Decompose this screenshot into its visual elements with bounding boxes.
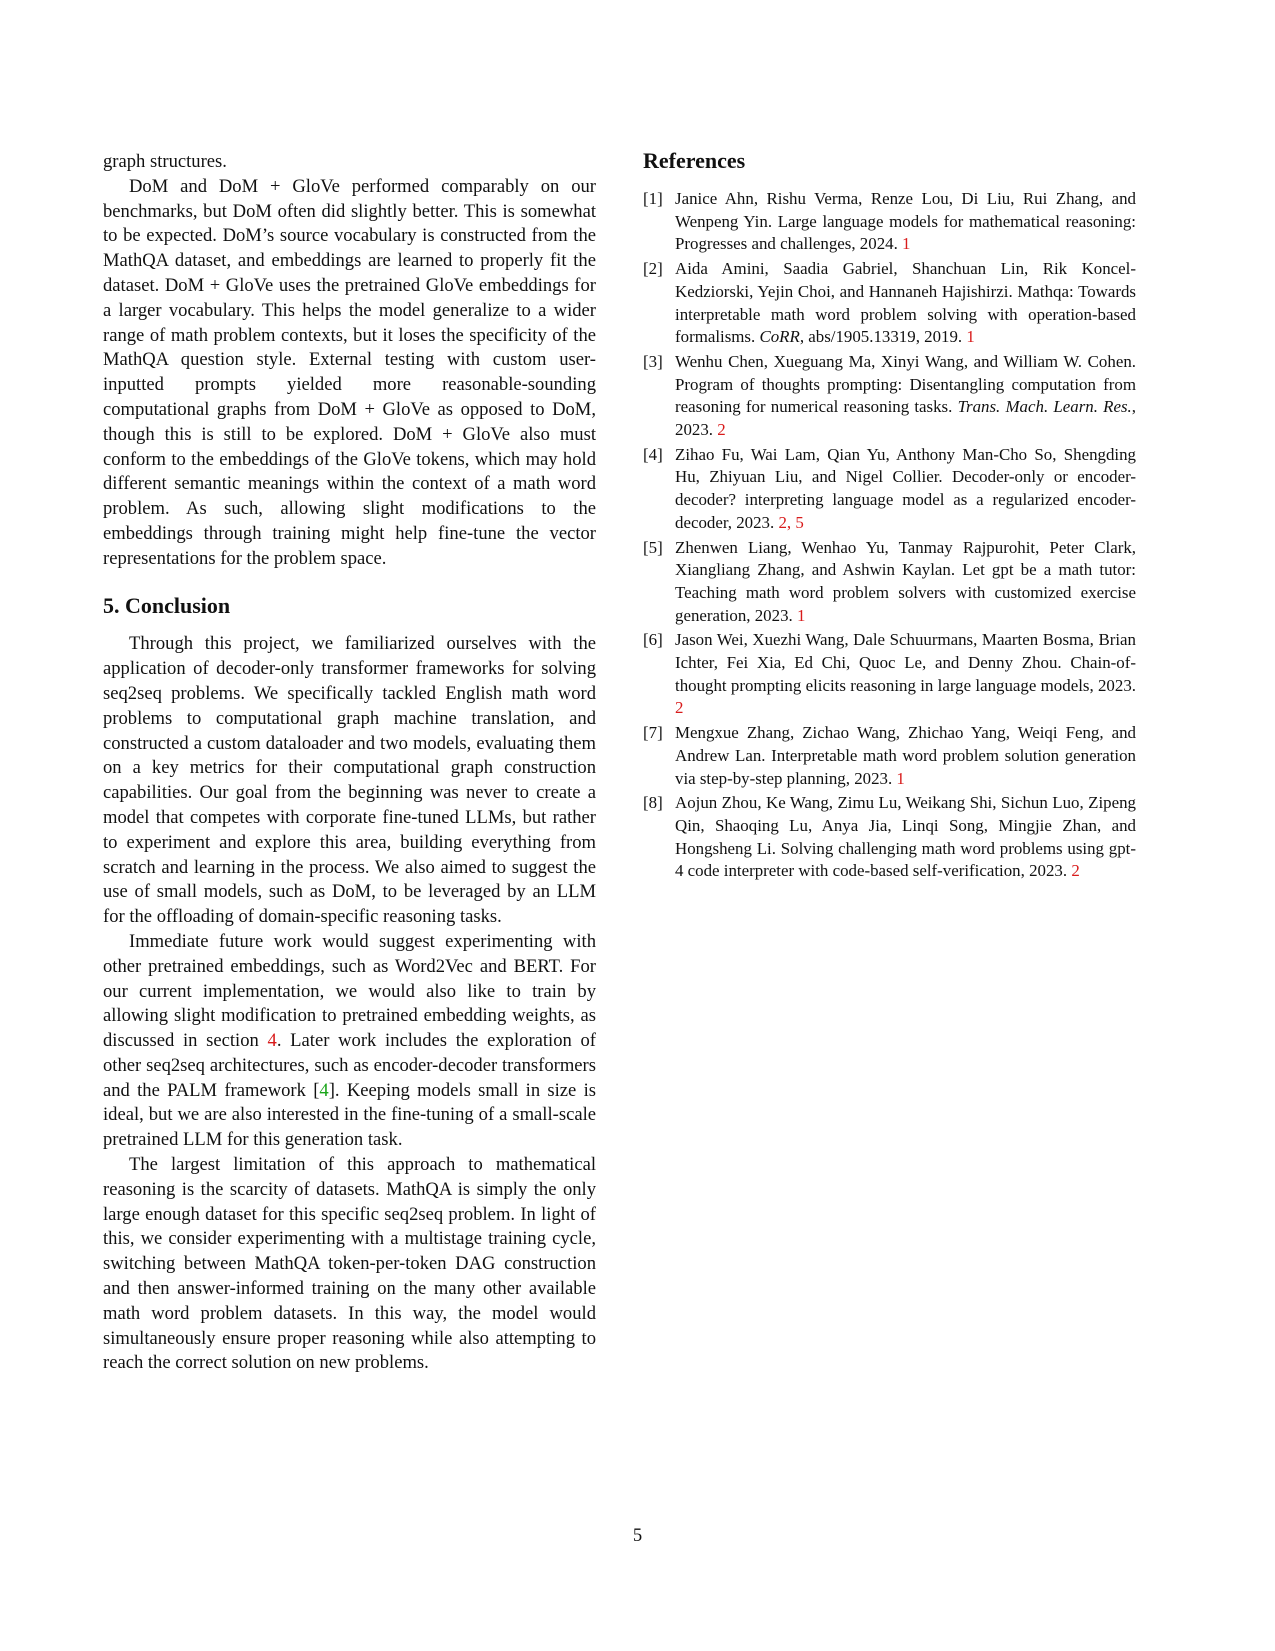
future-work-text-a: Immediate future work would suggest experimenting with other pretrained embeddings, such as Word2Vec and BERT. For our current implementation, we would also like to train by allowing slight modification to pretrained embedding weights, as discussed in section [103,930,596,1052]
reference-text: Wenhu Chen, Xueguang Ma, Xinyi Wang, and William W. Cohen. Program of thoughts prompting: Disentangling computation from reasoning for numerical reasoning tasks. [675,351,1136,417]
citation-link[interactable]: 4 [319,1079,329,1101]
section-title-conclusion: 5. Conclusion [103,592,231,618]
reference-venue: CoRR [759,327,800,347]
reference-body [675,444,1136,535]
reference-text: Mengxue Zhang, Zichao Wang, Zhichao Yang, Weiqi Feng, and Andrew Lan. Interpretable math word problem solution generation via step-by-step planning, 2023. [675,723,1136,788]
reference-number: [3] [643,351,663,371]
reference-item [643,258,1136,349]
reference-tail: , abs/1905.13319, 2019. [799,327,967,347]
right-column [643,148,1136,885]
reference-number: [6] [643,630,663,650]
reference-body [675,351,1136,442]
reference-venue: Trans. Mach. Learn. Res. [957,397,1132,417]
paragraph-conclusion-intro: Through this project, we familiarized ourselves with the application of decoder-only transformer frameworks for solving seq2seq problems. We specifically tackled English math word problems to computational graph machine translation, and constructed a custom dataloader and two models, evaluating them on a key metrics for their computational graph construction capabilities. Our goal from the beginning was never to create a model that competes with corporate fine-tuned LLMs, but rather to experiment and explore this area, building everything from scratch and learning in the process. We also aimed to suggest the use of small models, such as DoM, to be leveraged by an LLM for the offloading of domain-specific reasoning tasks. [103,633,596,928]
reference-number: [2] [643,259,663,279]
reference-number: [4] [643,444,663,464]
reference-text: Zihao Fu, Wai Lam, Qian Yu, Anthony Man-Cho So, Shengding Hu, Zhiyuan Liu, and Nigel Collier. Decoder-only or encoder-decoder? interpreting language model as a regularized encoder-decoder, 2023. [675,444,1136,532]
paragraph-future-work [103,930,596,1153]
reference-item [643,629,1136,720]
reference-body [675,188,1136,256]
reference-text: Aida Amini, Saadia Gabriel, Shanchuan Lin, Rik Koncel-Kedziorski, Yejin Choi, and Hannaneh Hajishirzi. Mathqa: Towards interpretable math word problem solving with operation-based formalisms. [675,259,1136,347]
section-link[interactable]: 4 [267,1030,277,1052]
backref-link[interactable]: 2 [1071,861,1080,881]
reference-number: [7] [643,723,663,743]
backref-link[interactable]: 1 [896,768,905,788]
paragraph-dom-comparison: DoM and DoM + GloVe performed comparably on our benchmarks, but DoM often did slightly better. This is somewhat to be expected. DoM’s source vocabulary is constructed from the MathQA dataset, and embeddings are learned to properly fit the dataset. DoM + GloVe uses the pretrained GloVe embeddings for a larger vocabulary. This helps the model generalize to a wider range of math problem contexts, but it loses the specificity of the MathQA question style. External testing with custom user-inputted prompts yielded more reasonable-sounding computational graphs from DoM + GloVe as opposed to DoM, though this is still to be explored. DoM + GloVe also must conform to the embeddings of the GloVe tokens, which may hold different semantic meanings within the context of a math word problem. As such, allowing slight modifications to the embeddings through training might help fine-tune the vector representations for the problem space. [103,175,596,569]
backref-link[interactable]: 2 [717,420,726,440]
paragraph-graph-structures: graph structures. [103,151,227,172]
backref-link[interactable]: 2 [675,698,684,718]
reference-body [675,258,1136,349]
references-title: References [643,148,746,173]
backref-link[interactable]: 1 [966,327,975,347]
left-column [103,150,596,1376]
reference-number: [5] [643,537,663,557]
reference-body [675,722,1136,790]
reference-number: [1] [643,189,663,208]
page-number: 5 [632,1525,643,1546]
reference-body [675,629,1136,720]
reference-tail: , 2023. [675,397,1136,440]
references-list [643,188,1136,883]
paragraph-limitations: The largest limitation of this approach to mathematical reasoning is the scarcity of datasets. MathQA is simply the only large enough dataset for this specific seq2seq problem. In light of this, we consider experimenting with a multistage training cycle, switching between MathQA token-per-token DAG construction and then answer-informed training on the many other available math word problem datasets. In this way, the model would simultaneously ensure proper reasoning while also attempting to reach the correct solution on new problems. [103,1154,596,1374]
reference-body [675,537,1136,628]
reference-item [643,444,1136,535]
reference-text: Aojun Zhou, Ke Wang, Zimu Lu, Weikang Shi, Sichun Luo, Zipeng Qin, Shaoqing Lu, Anya Jia, Linqi Song, Mingjie Zhan, and Hongsheng Li. Solving challenging math word problems using gpt-4 code interpreter with code-based self-verification, 2023. [675,793,1136,881]
reference-item [643,351,1136,442]
reference-number: [8] [643,793,663,813]
reference-body [675,792,1136,883]
reference-text: Jason Wei, Xuezhi Wang, Dale Schuurmans, Maarten Bosma, Brian Ichter, Fei Xia, Ed Chi, Quoc Le, and Denny Zhou. Chain-of-thought prompting elicits reasoning in large language models, 2023. [675,630,1136,695]
backref-link[interactable]: 2, 5 [778,512,804,532]
reference-text: Janice Ahn, Rishu Verma, Renze Lou, Di Liu, Rui Zhang, and Wenpeng Yin. Large language models for mathematical reasoning: Progresses and challenges, 2024. [675,189,1136,254]
reference-item [643,792,1136,883]
reference-text: Zhenwen Liang, Wenhao Yu, Tanmay Rajpurohit, Peter Clark, Xiangliang Zhang, and Ashwin Kaylan. Let gpt be a math tutor: Teaching math word problem solvers with customized exercise generation, 2023. [675,537,1136,625]
backref-link[interactable]: 1 [902,234,911,254]
backref-link[interactable]: 1 [796,605,806,625]
future-work-text-c: ]. Keeping models small in size is ideal, but we are also interested in the fine-tuning of a small-scale pretrained LLM for this generation task. [103,1079,596,1151]
reference-item [643,188,1136,256]
reference-item [643,722,1136,790]
future-work-text-b: . Later work includes the exploration of other seq2seq architectures, such as encoder-decoder transformers and the PALM framework [ [103,1030,596,1101]
reference-item [643,537,1136,628]
